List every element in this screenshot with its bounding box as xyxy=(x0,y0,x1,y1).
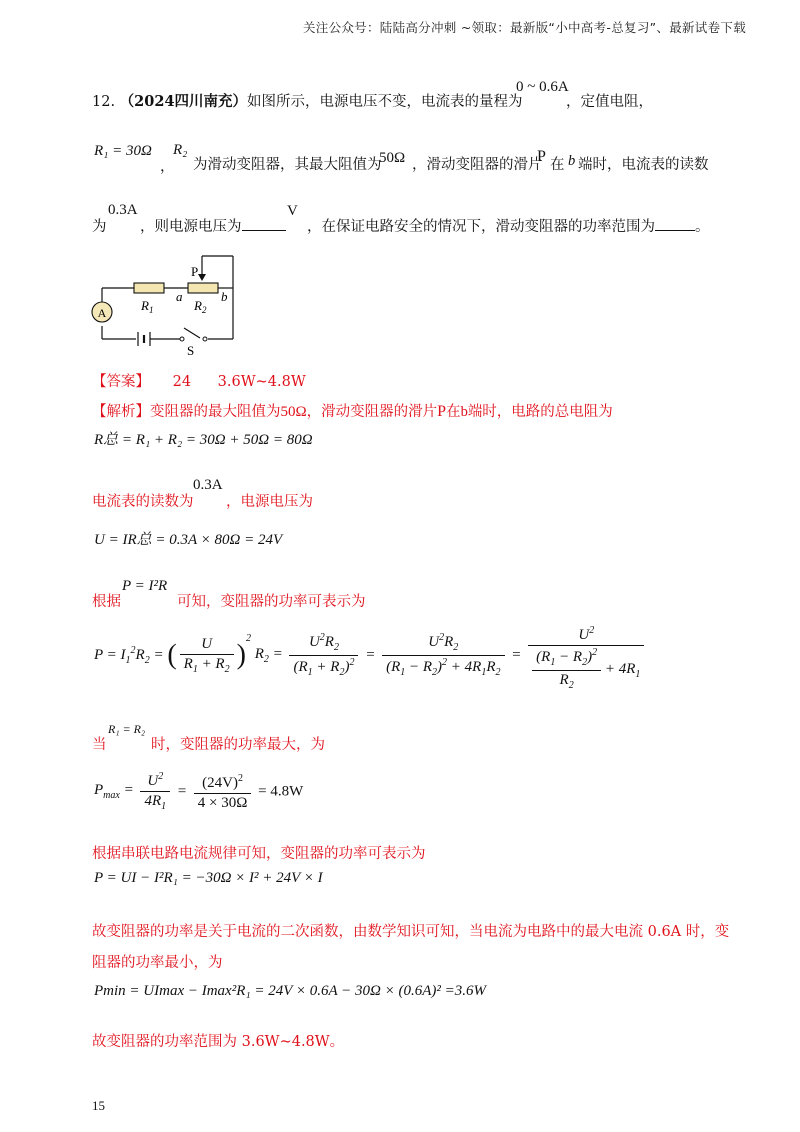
ammeter-label: A xyxy=(97,306,107,320)
equation-power-expression: $P = I_1^2R_2$ = ( $\frac{U}{R_1 + R_2}$ )$^2$ $R_2$ = $\frac{U^2R_2}{(R_1 + R_2)^2}$ = $\frac{U^2R_2}{(R_1 - R_2)^2 + 4R_1R_2}$ = $U^2$ $\frac{(R_1 - R_2)^2}{R_2}$ + $4R_1$ xyxy=(94,626,647,691)
r2-symbol: R₂ xyxy=(173,142,188,158)
analysis-text: 时，变阻器的功率最大，为 xyxy=(151,737,325,753)
resistor-r1 xyxy=(134,283,164,293)
page-header: 关注公众号：陆陆高分冲刺 ~领取：最新版“小中高考-总复习”、最新试卷下载 xyxy=(302,20,746,35)
equation-pmax: $P_{max}$ = $\frac{U^2}{4R_1}$ = $\frac{(24V)^2}{4 \times 30\Omega}$ = 4.8W xyxy=(94,771,304,812)
analysis-line-1 xyxy=(92,400,613,421)
question-text: 为 xyxy=(92,219,107,235)
answer-line xyxy=(92,370,306,391)
circuit-diagram xyxy=(88,248,248,360)
question-text: 为滑动变阻器，其最大阻值为 xyxy=(193,157,382,173)
analysis-conclusion: 故变阻器的功率范围为 3.6W~4.8W。 xyxy=(92,1034,345,1050)
equation-pmin: Pmin = UImax − Imax²R₁ = 24V × 0.6A − 30Ω × (0.6A)² =3.6W xyxy=(94,983,486,999)
analysis-label: 【解析】 xyxy=(92,404,150,420)
analysis-text: 可知，变阻器的功率可表示为 xyxy=(177,594,366,610)
unit-volt: V xyxy=(287,203,298,219)
question-text: ，在保证电路安全的情况下，滑动变阻器的功率范围为 xyxy=(307,219,655,235)
analysis-text: b xyxy=(460,404,468,420)
label-b: b xyxy=(221,289,228,304)
label-a: a xyxy=(176,289,183,304)
equation-voltage: U = IR总 = 0.3A × 80Ω = 24V xyxy=(94,532,283,548)
label-r2: $R_2$ xyxy=(194,298,207,315)
page-number: 15 xyxy=(92,1098,105,1113)
label-p: P xyxy=(191,264,199,279)
switch-icon xyxy=(180,337,184,341)
analysis-text: P xyxy=(437,403,447,420)
resistor-r2 xyxy=(188,283,218,293)
answer-value-1: 24 xyxy=(172,374,192,390)
question-text: 。 xyxy=(695,219,710,235)
question-text: 在 xyxy=(550,157,565,173)
analysis-text: ，滑动变阻器的滑片 xyxy=(306,404,438,420)
question-line-1 xyxy=(92,90,523,111)
analysis-text: ，电源电压为 xyxy=(226,494,313,510)
question-line-3 xyxy=(140,215,286,236)
slider-p: P xyxy=(537,148,546,165)
question-text: ，滑动变阻器的滑片 xyxy=(412,157,543,173)
question-text: 端时，电流表的读数 xyxy=(578,157,709,173)
analysis-text: 根据串联电路电流规律可知，变阻器的功率可表示为 xyxy=(92,846,426,862)
label-r1: $R_1$ xyxy=(141,298,154,315)
question-number: 12. xyxy=(92,94,116,110)
analysis-current: 0.3A xyxy=(193,477,223,493)
equation-total-resistance: R总 = R₁ + R₂ = 30Ω + 50Ω = 80Ω xyxy=(94,432,313,448)
question-text: ，定值电阻， xyxy=(566,94,653,110)
question-line-3b xyxy=(307,215,710,236)
answer-blank-2 xyxy=(655,229,695,231)
current-range: 0 ~ 0.6A xyxy=(516,79,569,95)
analysis-text: 根据 xyxy=(92,594,121,610)
question-text: 如图所示，电源电压不变，电流表的量程为 xyxy=(247,94,523,110)
analysis-text: 在 xyxy=(446,404,461,420)
analysis-text: 电流表的读数为 xyxy=(92,494,194,510)
answer-blank-1 xyxy=(242,229,286,231)
answer-value-2: 3.6W~4.8W xyxy=(217,374,306,390)
analysis-text: 阻器的功率最小，为 xyxy=(92,955,223,971)
analysis-text: 端时，电路的总电阻为 xyxy=(467,404,613,420)
condition-r1-eq-r2: R₁ = R₂ xyxy=(108,722,146,736)
equation-power-quadratic: P = UI − I²R₁ = −30Ω × I² + 24V × I xyxy=(94,870,323,886)
analysis-text: 故变阻器的功率是关于电流的二次函数，由数学知识可知，当电流为电路中的最大电流 0.6A 时，变 xyxy=(92,924,730,940)
analysis-text: 变阻器的最大阻值为 xyxy=(150,404,281,420)
question-source: （2024四川南充） xyxy=(119,93,248,110)
r2-max: 50Ω xyxy=(379,150,406,166)
label-s: S xyxy=(187,343,195,358)
r1-value: R₁ = 30Ω xyxy=(94,143,152,159)
current-value: 0.3A xyxy=(108,202,138,218)
analysis-text: 当 xyxy=(92,737,107,753)
analysis-text: 50Ω xyxy=(280,404,307,420)
answer-label: 【答案】 xyxy=(92,374,150,390)
question-text: ，则电源电压为 xyxy=(140,219,242,235)
question-text: ， xyxy=(160,159,175,175)
end-b: b xyxy=(568,153,576,169)
formula-p-i2r: P = I²R xyxy=(122,578,168,594)
